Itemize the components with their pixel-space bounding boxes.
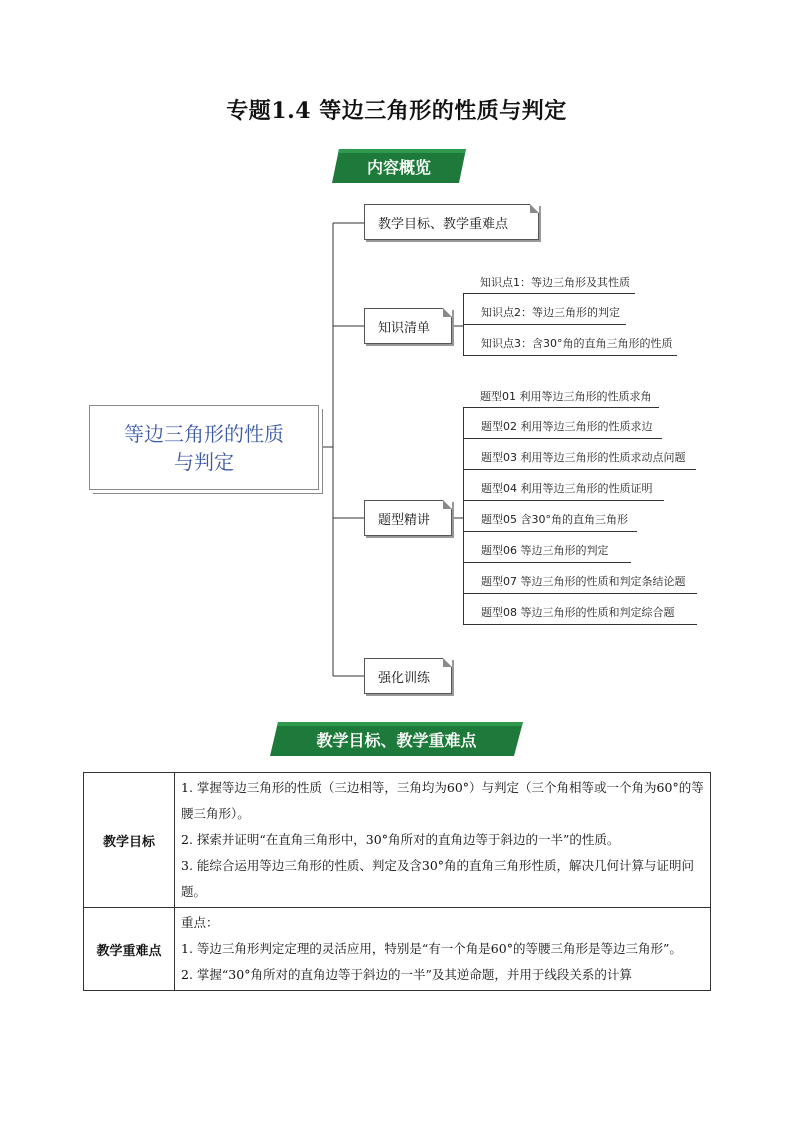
- overview-banner-label: 内容概览: [366, 157, 431, 177]
- row-header: 教学目标: [84, 773, 175, 908]
- content-line: 1. 掌握等边三角形的性质（三边相等，三角均为60°）与判定（三个角相等或一个角为60°的等腰三角形）。: [181, 780, 704, 821]
- content-line: 3. 能综合运用等边三角形的性质、判定及含30°角的直角三角形性质，解决几何计算与证明问题。: [181, 858, 695, 899]
- question-type-leaf: [463, 408, 662, 439]
- branch-question-types: [364, 500, 452, 536]
- question-type-leaf: [463, 388, 659, 408]
- fold-corner-icon: [443, 658, 452, 667]
- content-line: 2. 掌握“30°角所对的直角边等于斜边的一半”及其逆命题，并用于线段关系的计算: [181, 967, 632, 982]
- question-type-leaf: [463, 470, 664, 501]
- goals-banner: [268, 720, 525, 758]
- branch-label: 题型精讲: [378, 512, 431, 528]
- leaf-label: 知识点2：等边三角形的判定: [481, 306, 620, 319]
- leaf-label: 题型02 利用等边三角形的性质求边: [481, 420, 653, 433]
- branch-label: 强化训练: [378, 670, 431, 686]
- leaf-label: 知识点3：含30°角的直角三角形的性质: [481, 337, 673, 350]
- branch-knowledge: [364, 308, 452, 344]
- row-content: [175, 908, 711, 991]
- page-title: 专题1.4 等边三角形的性质与判定: [226, 98, 567, 124]
- mind-map-root: [89, 405, 319, 490]
- knowledge-leaf: [463, 294, 626, 325]
- table-row: [84, 773, 711, 908]
- leaf-label: 题型04 利用等边三角形的性质证明: [481, 482, 653, 495]
- knowledge-leaf: [463, 325, 677, 356]
- leaf-label: 题型06 等边三角形的判定: [481, 544, 609, 557]
- question-type-leaf: [463, 439, 696, 470]
- content-line: 2. 探索并证明“在直角三角形中，30°角所对的直角边等于斜边的一半”的性质。: [181, 832, 620, 847]
- goals-table: [83, 772, 711, 991]
- leaf-label: 题型03 利用等边三角形的性质求动点问题: [481, 451, 686, 464]
- root-line-1: 等边三角形的性质: [124, 421, 284, 446]
- leaf-label: 题型05 含30°角的直角三角形: [481, 513, 628, 526]
- question-type-leaf: [463, 563, 697, 594]
- leaf-label: 题型07 等边三角形的性质和判定条结论题: [481, 575, 686, 588]
- branch-goals: [364, 204, 539, 240]
- content-line: 重点：: [181, 915, 219, 930]
- question-type-leaf: [463, 532, 631, 563]
- fold-corner-icon: [443, 308, 452, 317]
- question-type-leaf: [463, 594, 697, 625]
- content-line: 1. 等边三角形判定定理的灵活应用，特别是“有一个角是60°的等腰三角形是等边三角形”。: [181, 941, 682, 956]
- leaf-label: 题型08 等边三角形的性质和判定综合题: [481, 606, 675, 619]
- row-content: [175, 773, 711, 908]
- branch-label: 知识清单: [378, 320, 431, 336]
- question-type-leaf: [463, 501, 637, 532]
- fold-corner-icon: [443, 500, 452, 509]
- branch-label: 教学目标、教学重难点: [378, 216, 509, 232]
- leaf-label: 知识点1：等边三角形及其性质: [480, 276, 630, 289]
- goals-banner-label: 教学目标、教学重难点: [316, 730, 477, 750]
- table-row: [84, 908, 711, 991]
- leaf-label: 题型01 利用等边三角形的性质求角: [480, 390, 652, 403]
- branch-training: [364, 658, 452, 694]
- fold-corner-icon: [530, 204, 539, 213]
- root-line-2: 与判定: [174, 449, 234, 474]
- knowledge-leaf: [463, 274, 635, 294]
- row-header: 教学重难点: [84, 908, 175, 991]
